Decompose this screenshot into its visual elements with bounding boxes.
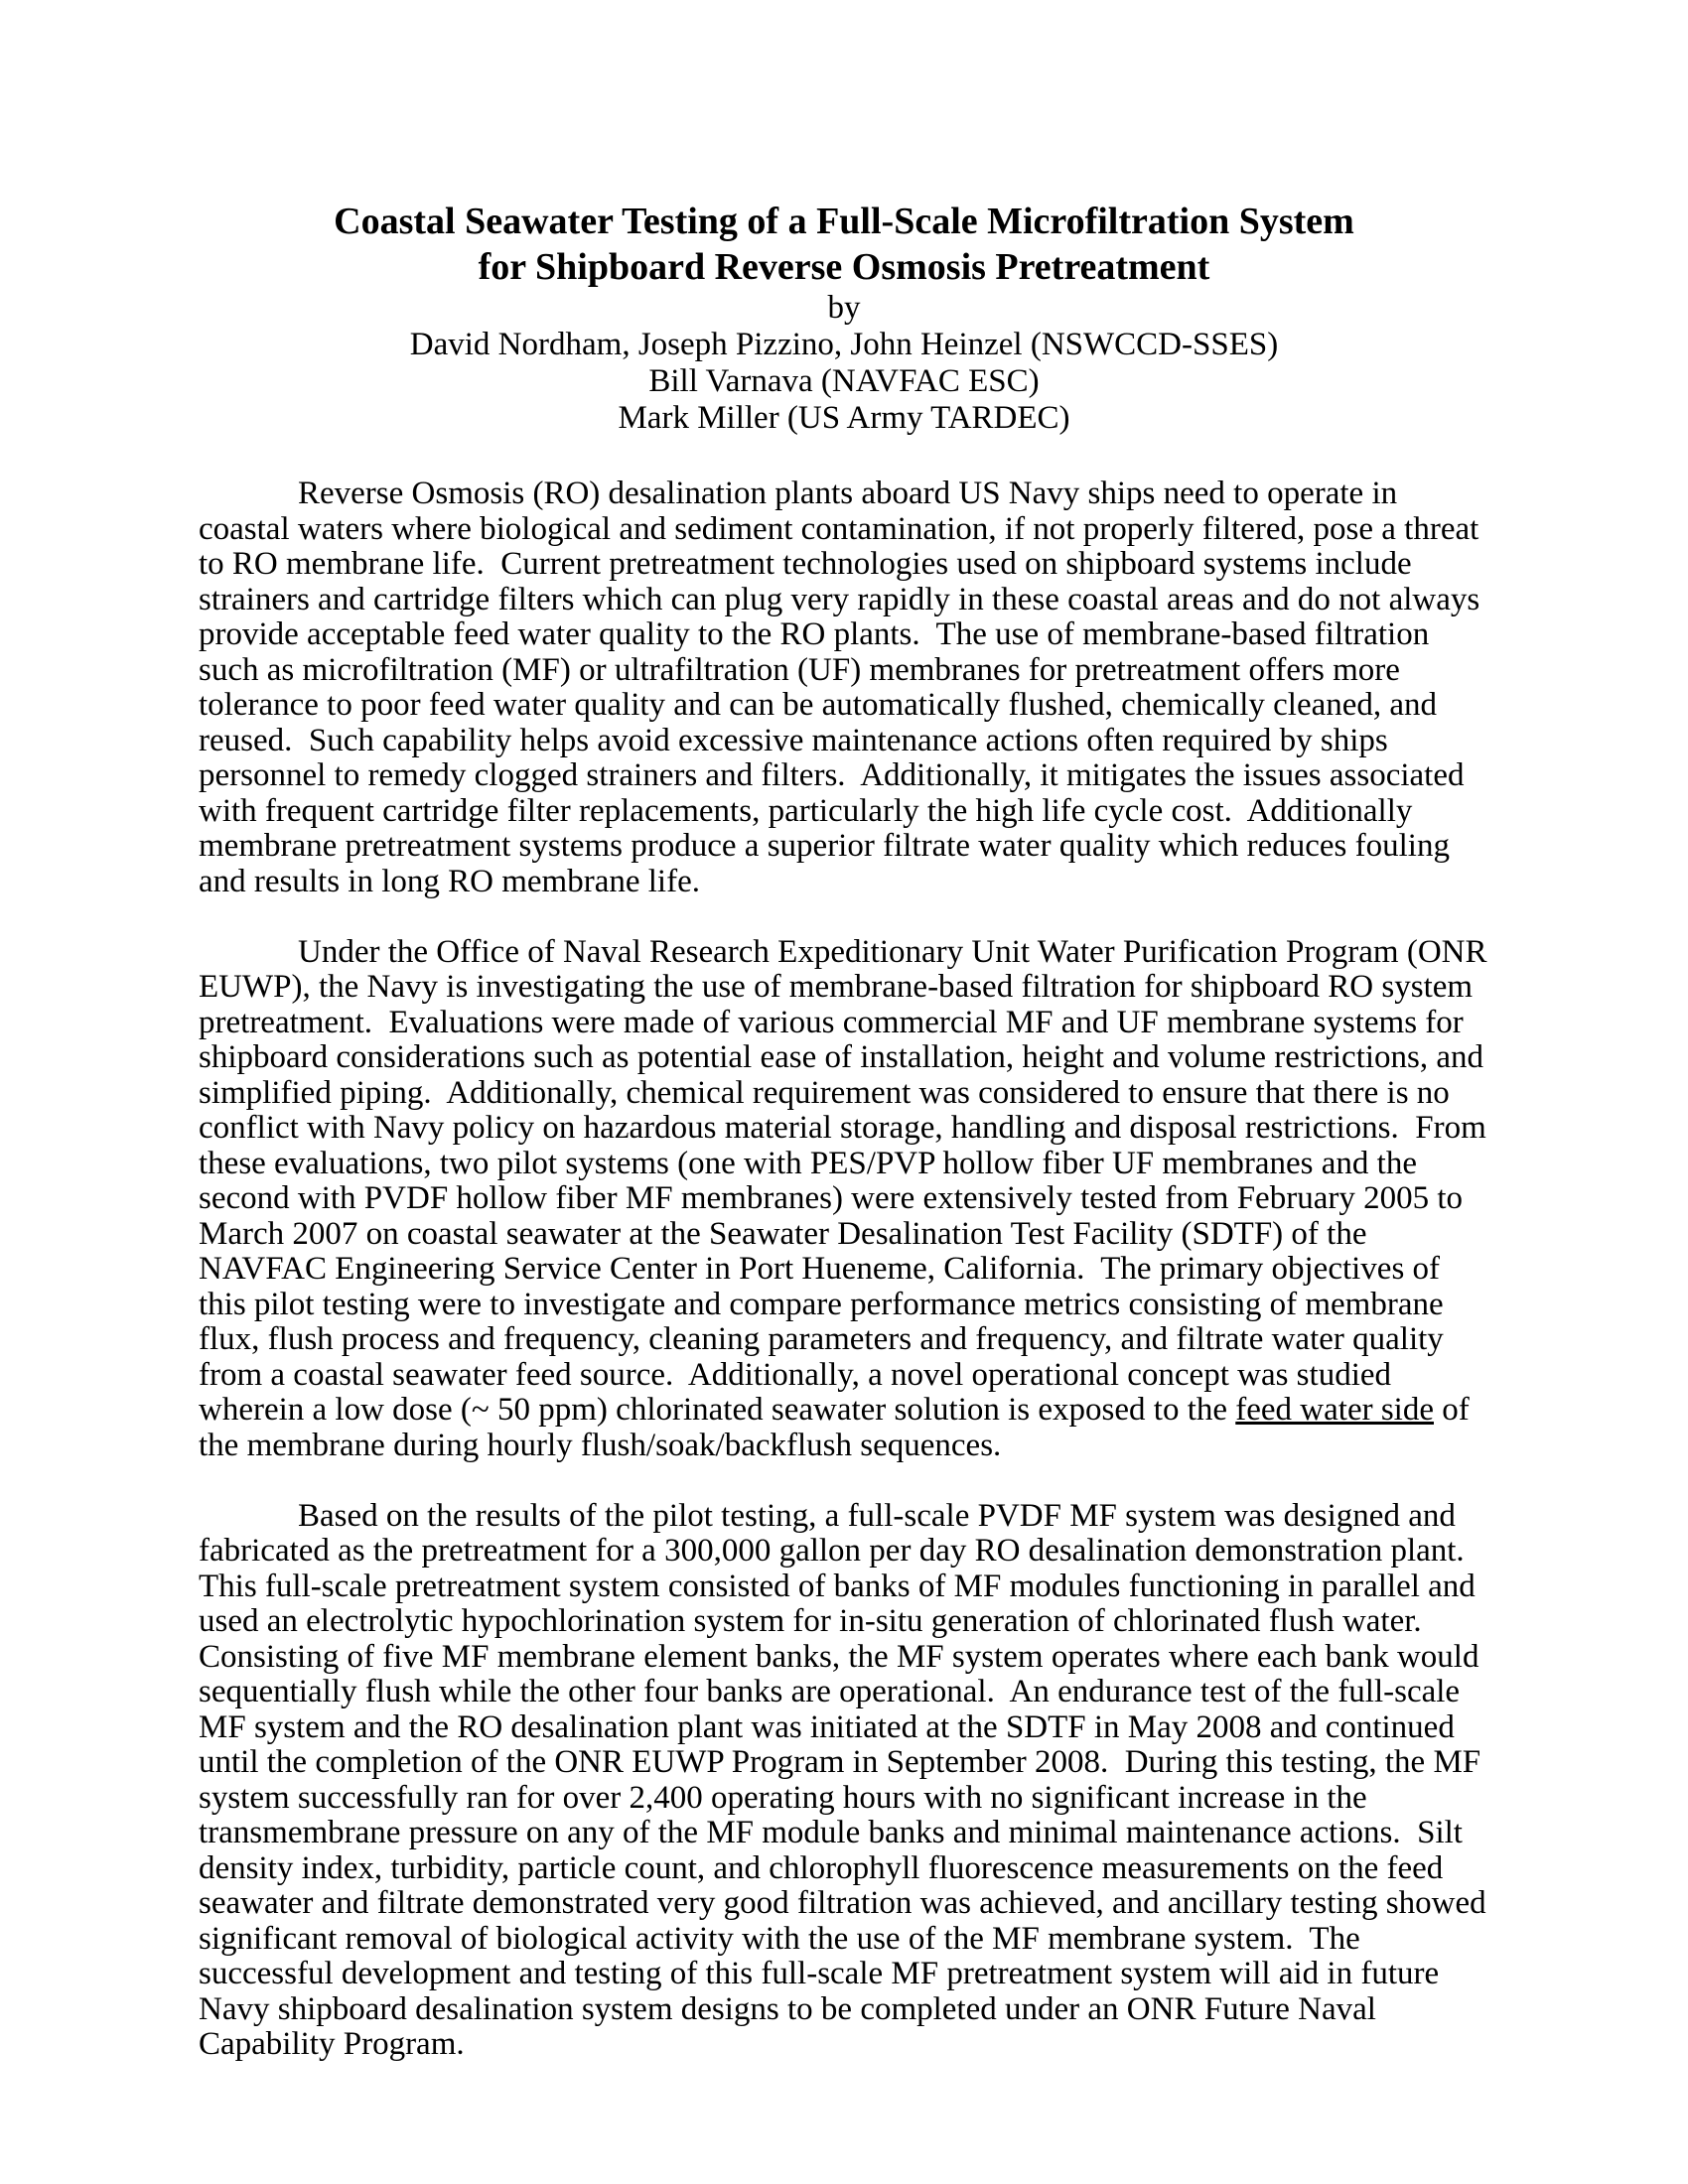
abstract-paragraph-2 xyxy=(199,933,1495,1464)
author-line-2: Bill Varnava (NAVFAC ESC) xyxy=(648,363,1040,399)
abstract-paragraph-3: Based on the results of the pilot testing, a full-scale PVDF MF system was designed and fabricated as the pretreatment for a 300,000 gallon per day RO desalination demonstration plant. This full-scale pretreatment system consisted of banks of MF modules functioning in parallel and used an electrolytic hypochlorination system for in-situ generation of chlorinated flush water. Consisting of five MF membrane element banks, the MF system operates where each bank would sequentially flush while the other four banks are operational. An endurance test of the full-scale MF system and the RO desalination plant was initiated at the SDTF in May 2008 and continued until the completion of the ONR EUWP Program in September 2008. During this testing, the MF system successfully ran for over 2,400 operating hours with no significant increase in the transmembrane pressure on any of the MF module banks and minimal maintenance actions. Silt density index, turbidity, particle count, and chlorophyll fluorescence measurements on the feed seawater and filtrate demonstrated very good filtration was achieved, and ancillary testing showed significant removal of biological activity with the use of the MF membrane system. The successful development and testing of this full-scale MF pretreatment system will aid in future Navy shipboard desalination system designs to be completed under an ONR Future Naval Capability Program. xyxy=(199,1497,1494,2062)
paper-title-line-2: for Shipboard Reverse Osmosis Pretreatment xyxy=(478,246,1210,288)
paper-heading xyxy=(0,0,1688,437)
abstract-paragraph-2-text-after: of the membrane during hourly flush/soak/backflush sequences. xyxy=(199,1392,1477,1463)
abstract-body xyxy=(199,476,1495,2063)
paper-title-line-1: Coastal Seawater Testing of a Full-Scale Microfiltration System xyxy=(334,201,1354,242)
byline: by xyxy=(827,290,861,326)
abstract-paragraph-1: Reverse Osmosis (RO) desalination plants aboard US Navy ships need to operate in coastal waters where biological and sediment contamination, if not properly filtered, pose a threat to RO membrane life. Current pretreatment technologies used on shipboard systems include strainers and cartridge filters which can plug very rapidly in these coastal areas and do not always provide acceptable feed water quality to the RO plants. The use of membrane-based filtration such as microfiltration (MF) or ultrafiltration (UF) membranes for pretreatment offers more tolerance to poor feed water quality and can be automatically flushed, chemically cleaned, and reused. Such capability helps avoid excessive maintenance actions often required by ships personnel to remedy clogged strainers and filters. Additionally, it mitigates the issues associated with frequent cartridge filter replacements, particularly the high life cycle cost. Additionally membrane pretreatment systems produce a superior filtrate water quality which reduces fouling and results in long RO membrane life. xyxy=(199,476,1488,899)
author-line-3: Mark Miller (US Army TARDEC) xyxy=(618,400,1070,436)
author-line-1: David Nordham, Joseph Pizzino, John Heinzel (NSWCCD-SSES) xyxy=(409,327,1279,362)
abstract-paragraph-2-text: Under the Office of Naval Research Expeditionary Unit Water Purification Program (ONR EUWP), the Navy is investigating the use of membrane-based filtration for shipboard RO system pretreatment. Evaluations were made of various commercial MF and UF membrane systems for shipboard considerations such as potential ease of installation, height and volume restrictions, and simplified piping. Additionally, chemical requirement was considered to ensure that there is no conflict with Navy policy on hazardous material storage, handling and disposal restrictions. From these evaluations, two pilot systems (one with PES/PVP hollow fiber UF membranes and the second with PVDF hollow fiber MF membranes) were extensively tested from February 2005 to March 2007 on coastal seawater at the Seawater Desalination Test Facility (SDTF) of the NAVFAC Engineering Service Center in Port Hueneme, California. The primary objectives of this pilot testing were to investigate and compare performance metrics consisting of membrane flux, flush process and frequency, cleaning parameters and frequency, and filtrate water quality from a coastal seawater feed source. Additionally, a novel operational concept was studied wherein a low dose (~ 50 ppm) chlorinated seawater solution is exposed to the xyxy=(199,933,1495,1428)
abstract-paragraph-2-underlined-phrase: feed water side xyxy=(1235,1392,1434,1428)
